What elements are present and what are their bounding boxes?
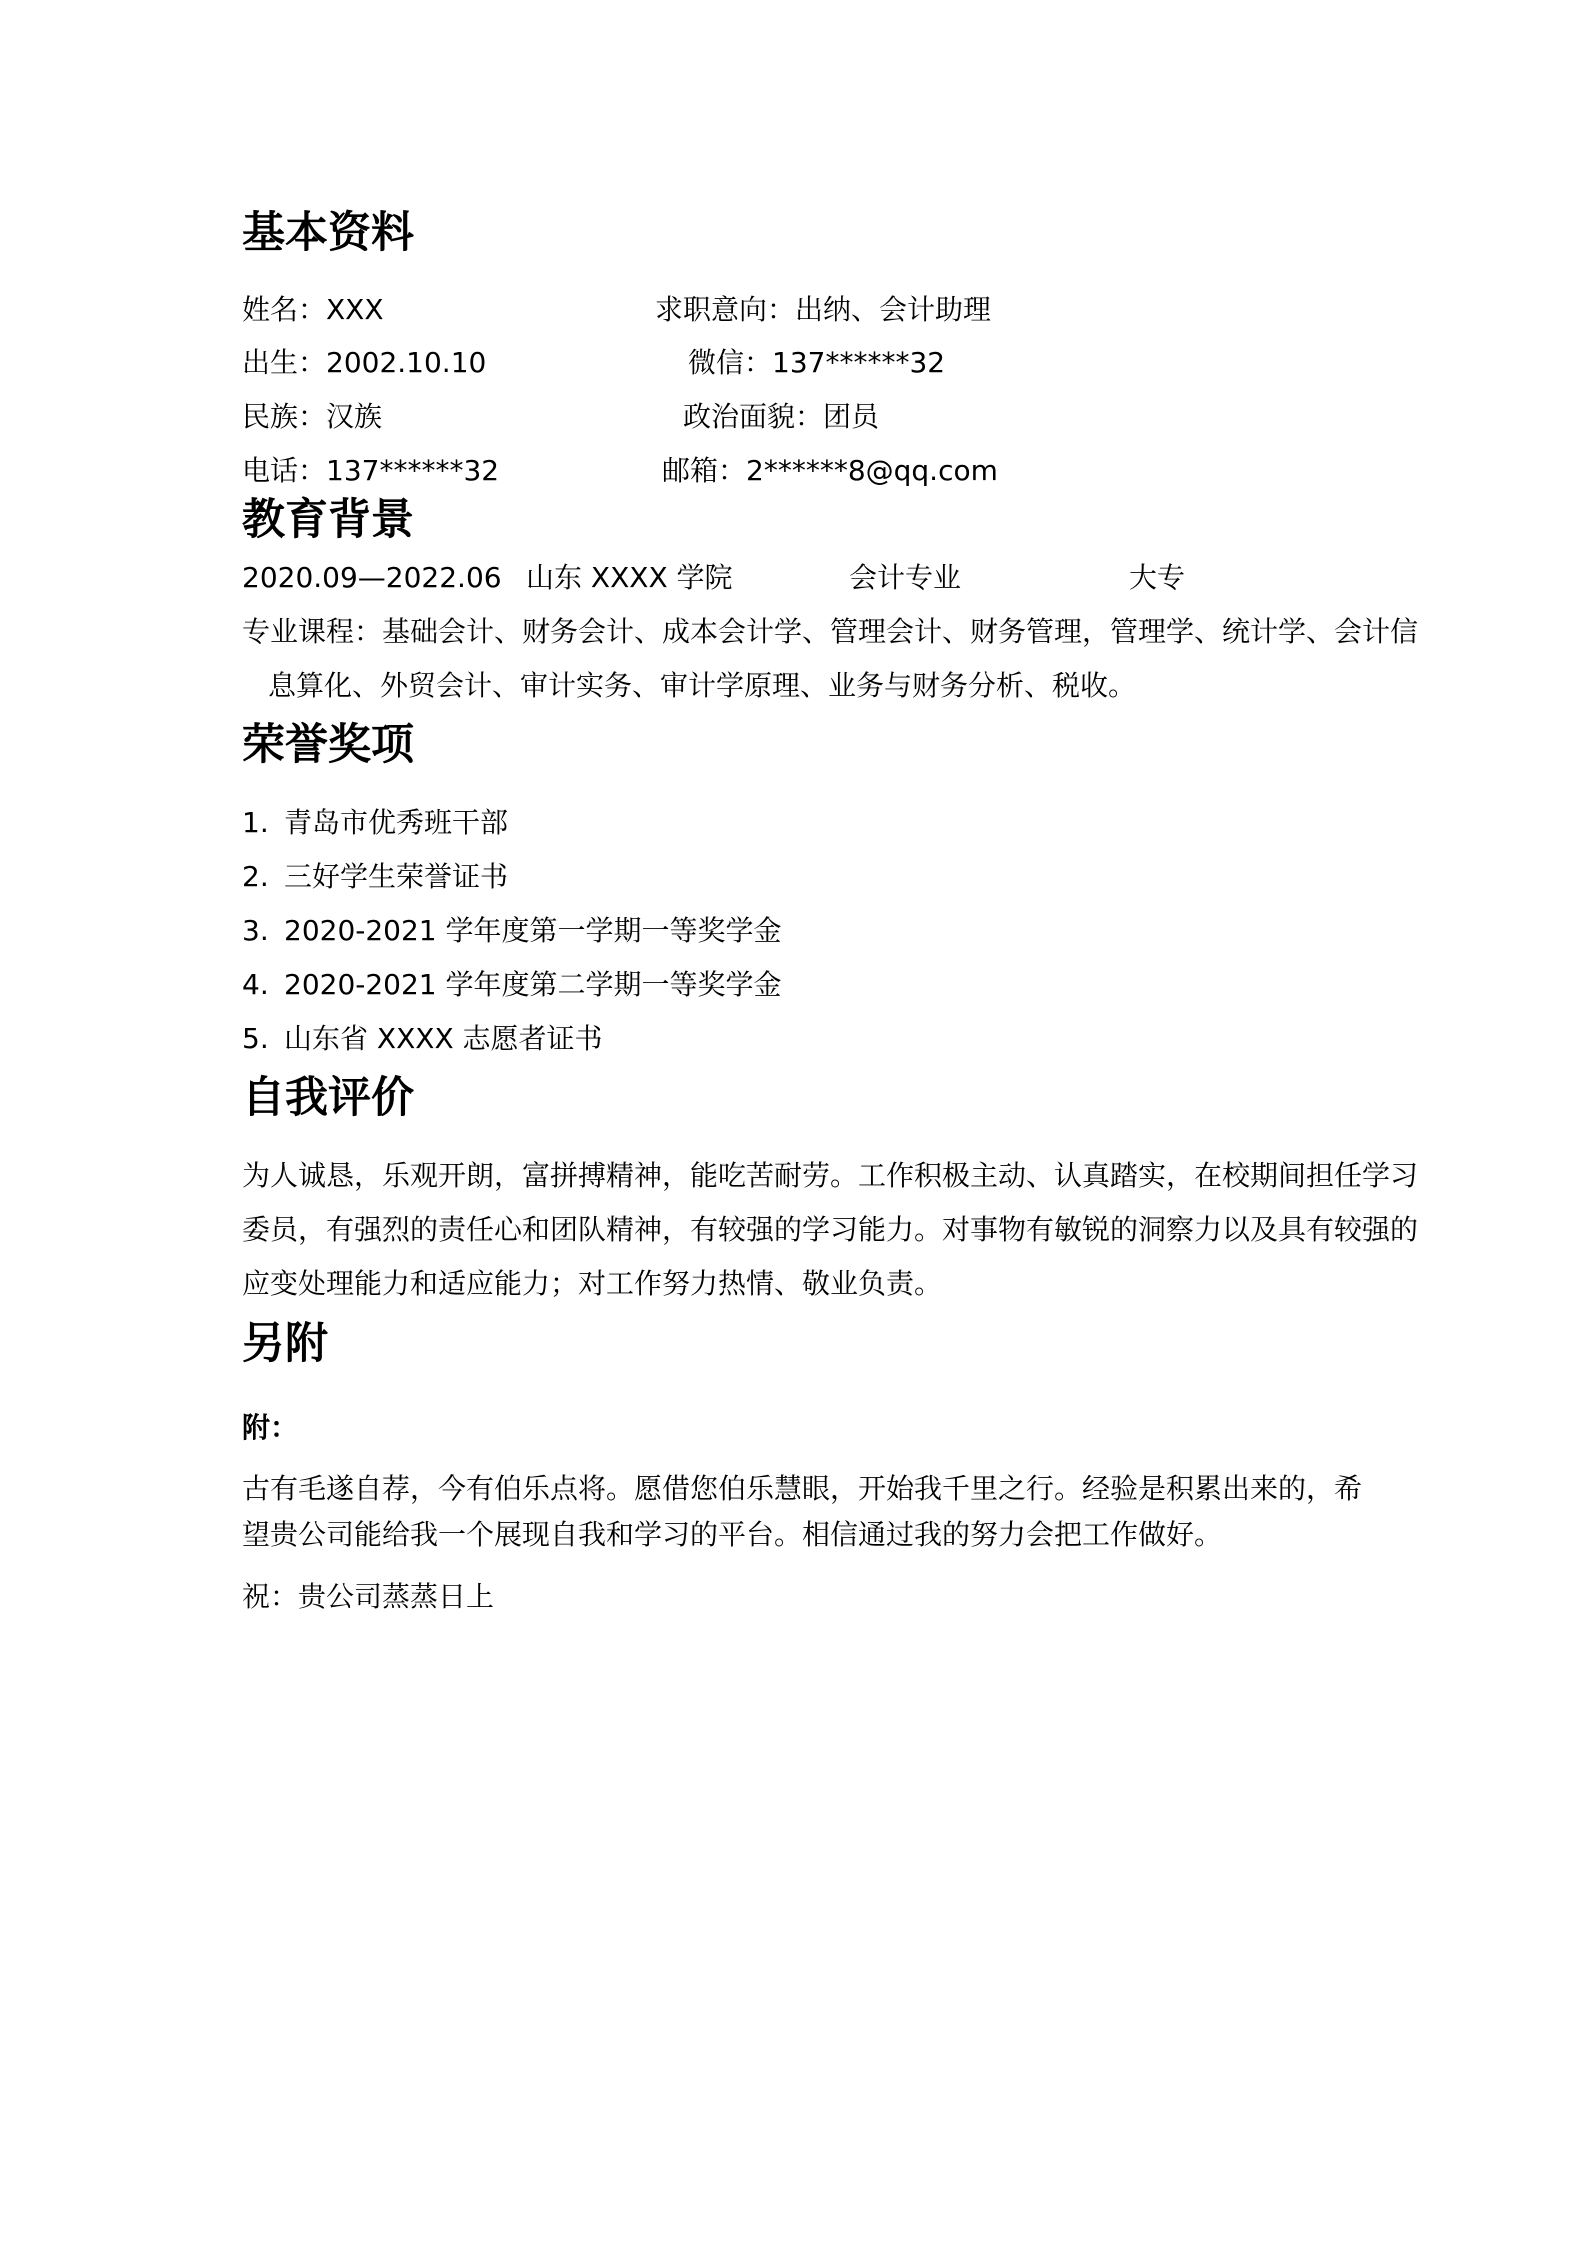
political-status-field: 政治面貌：团员 [683,400,880,433]
wechat-field: 微信：137******32 [688,346,946,379]
appendix-label: 附： [242,1411,299,1444]
education-heading: 教育背景 [242,495,414,545]
name-field: 姓名：XXX [242,293,384,326]
honor-item-number: 1. [242,806,269,839]
honor-item-number: 2. [242,860,269,893]
education-degree: 大专 [1129,561,1186,594]
courses-line-2: 息算化、外贸会计、审计实务、审计学原理、业务与财务分析、税收。 [268,669,1137,702]
appendix-line-2: 望贵公司能给我一个展现自我和学习的平台。相信通过我的努力会把工作做好。 [242,1518,1223,1551]
appendix-heading: 另附 [242,1319,328,1369]
honor-item-text: 山东省 XXXX 志愿者证书 [284,1022,603,1055]
honor-item-text: 青岛市优秀班干部 [284,806,509,839]
honor-item [242,806,509,839]
ethnicity-field: 民族：汉族 [242,400,383,433]
honor-item-number: 3. [242,914,269,947]
birth-field: 出生：2002.10.10 [242,346,487,379]
honor-item-text: 2020-2021 学年度第二学期一等奖学金 [284,968,782,1001]
email-field: 邮箱：2******8@qq.com [662,454,998,487]
honors-heading: 荣誉奖项 [242,720,414,770]
education-major: 会计专业 [849,561,962,594]
appendix-line-1: 古有毛遂自荐，今有伯乐点将。愿借您伯乐慧眼，开始我千里之行。经验是积累出来的，希 [242,1472,1363,1505]
honor-item-text: 三好学生荣誉证书 [284,860,509,893]
honor-item [242,914,782,947]
appendix-wish: 祝：贵公司蒸蒸日上 [242,1580,495,1613]
honor-item-number: 4. [242,968,269,1001]
self-evaluation-heading: 自我评价 [242,1073,414,1123]
job-intent-field: 求职意向：出纳、会计助理 [655,293,992,326]
honor-item [242,1022,603,1055]
honor-item-number: 5. [242,1022,269,1055]
self-evaluation-line-2: 委员，有强烈的责任心和团队精神，有较强的学习能力。对事物有敏锐的洞察力以及具有较强的 [242,1213,1419,1246]
education-period: 2020.09—2022.06 [242,561,502,594]
phone-field: 电话：137******32 [242,454,500,487]
self-evaluation-line-1: 为人诚恳，乐观开朗，富拼搏精神，能吃苦耐劳。工作积极主动、认真踏实，在校期间担任学习 [242,1159,1419,1192]
courses-line-1: 专业课程：基础会计、财务会计、成本会计学、管理会计、财务管理，管理学、统计学、会计信 [242,615,1419,648]
self-evaluation-line-3: 应变处理能力和适应能力；对工作努力热情、敬业负责。 [242,1267,943,1300]
honor-item [242,860,509,893]
basic-info-heading: 基本资料 [242,208,414,258]
honor-item-text: 2020-2021 学年度第一学期一等奖学金 [284,914,782,947]
honor-item [242,968,782,1001]
education-school: 山东 XXXX 学院 [526,561,733,594]
